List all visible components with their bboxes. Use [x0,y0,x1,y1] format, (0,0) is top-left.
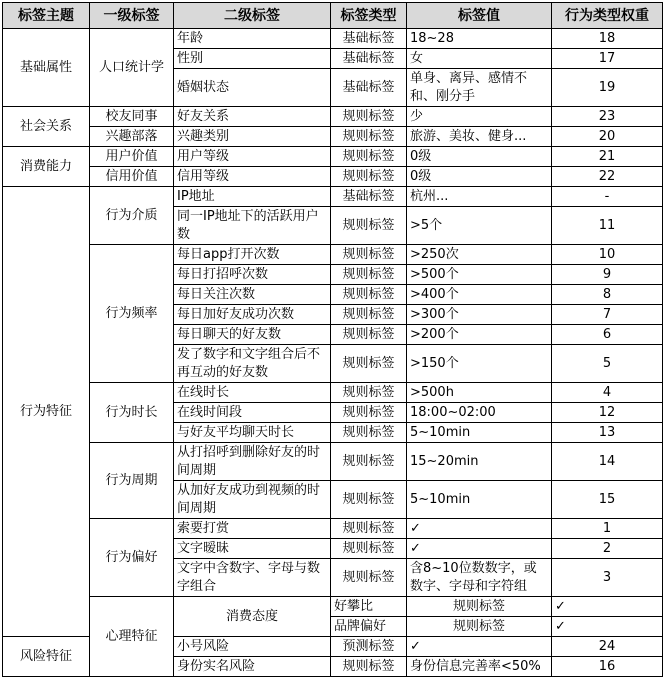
type-cell: 规则标签 [331,539,407,559]
level2-cell: 每日打招呼次数 [174,265,331,285]
level1-risk: 风险特征 [3,637,90,677]
type-cell: 规则标签 [331,325,407,345]
level2-cell: 好攀比 [331,597,407,617]
type-cell: 规则标签 [331,265,407,285]
value-cell: ✓ [407,637,552,657]
level2-cell: 在线时长 [174,383,331,403]
table-row [3,29,663,49]
type-cell: 规则标签 [331,559,407,597]
type-cell: 规则标签 [331,285,407,305]
value-cell: ✓ [552,597,663,617]
level2-cell: 发了数字和文字组合后不再互动的好友数 [174,345,331,383]
weight-cell: 4 [552,383,663,403]
group-psych: 心理特征 [90,597,174,677]
level2-cell: 婚姻状态 [174,69,331,107]
value-cell: 0级 [407,147,552,167]
header-type: 标签类型 [331,3,407,29]
weight-cell: 6 [552,325,663,345]
value-cell: >200个 [407,325,552,345]
value-cell: >500个 [407,265,552,285]
table-row [3,147,663,167]
value-cell: 0级 [407,167,552,187]
value-cell: 单身、离异、感情不和、刚分手 [407,69,552,107]
value-cell: ✓ [407,539,552,559]
value-cell: 身份信息完善率<50% [407,657,552,677]
table-row [3,127,663,147]
level2-cell: 从加好友成功到视频的时间周期 [174,481,331,519]
level1-duration: 行为时长 [90,383,174,443]
type-cell: 规则标签 [331,519,407,539]
value-cell: >300个 [407,305,552,325]
level1-user-value: 用户价值 [90,147,174,167]
level2-cell: 品牌偏好 [331,617,407,637]
type-cell: 基础标签 [331,187,407,207]
group-basic: 基础属性 [3,29,90,107]
value-cell: ✓ [552,617,663,637]
level2-cell: 用户等级 [174,147,331,167]
level1-cycle: 行为周期 [90,443,174,519]
weight-cell: 24 [552,637,663,657]
table-row [3,187,663,207]
table-row [3,383,663,403]
type-cell: 规则标签 [407,597,552,617]
weight-cell: 22 [552,167,663,187]
level1-demographics: 人口统计学 [90,29,174,107]
level2-cell: 与好友平均聊天时长 [174,423,331,443]
type-cell: 基础标签 [331,69,407,107]
value-cell: 旅游、美妆、健身... [407,127,552,147]
level2-cell: 同一IP地址下的活跃用户数 [174,207,331,245]
weight-cell: 10 [552,245,663,265]
header-weight: 行为类型权重 [552,3,663,29]
table-row [3,107,663,127]
header-level1: 一级标签 [90,3,174,29]
type-cell: 规则标签 [331,443,407,481]
weight-cell: 16 [552,657,663,677]
value-cell: >150个 [407,345,552,383]
level1-frequency: 行为频率 [90,245,174,383]
value-cell: 含8~10位数数字，或数字、字母和字符组 [407,559,552,597]
weight-cell: 13 [552,423,663,443]
group-consume: 消费能力 [3,147,90,187]
level2-cell: IP地址 [174,187,331,207]
header-value: 标签值 [407,3,552,29]
type-cell: 规则标签 [331,127,407,147]
value-cell: >250次 [407,245,552,265]
level1-medium: 行为介质 [90,187,174,245]
level2-cell: 在线时间段 [174,403,331,423]
level2-cell: 每日加好友成功次数 [174,305,331,325]
weight-cell: 19 [552,69,663,107]
weight-cell: 23 [552,107,663,127]
table-header-row [3,3,663,29]
level1-classmates: 校友同事 [90,107,174,127]
type-cell: 基础标签 [331,49,407,69]
header-level2: 二级标签 [174,3,331,29]
group-social: 社会关系 [3,107,90,147]
tag-system-table [2,2,663,677]
table-row [3,597,663,617]
level2-cell: 文字中含数字、字母与数字组合 [174,559,331,597]
level2-cell: 身份实名风险 [174,657,331,677]
value-cell: 5~10min [407,423,552,443]
value-cell: 15~20min [407,443,552,481]
weight-cell: 12 [552,403,663,423]
table-row [3,519,663,539]
level1-credit-value: 信用价值 [90,167,174,187]
value-cell: 18:00~02:00 [407,403,552,423]
type-cell: 规则标签 [331,107,407,127]
weight-cell: 11 [552,207,663,245]
value-cell: >5个 [407,207,552,245]
level2-cell: 年龄 [174,29,331,49]
weight-cell: 18 [552,29,663,49]
type-cell: 规则标签 [331,481,407,519]
weight-cell: 8 [552,285,663,305]
weight-cell: 1 [552,519,663,539]
level2-cell: 每日关注次数 [174,285,331,305]
value-cell: 18~28 [407,29,552,49]
type-cell: 规则标签 [331,403,407,423]
weight-cell: 15 [552,481,663,519]
weight-cell: - [552,187,663,207]
type-cell: 规则标签 [331,657,407,677]
type-cell: 规则标签 [331,167,407,187]
weight-cell: 3 [552,559,663,597]
value-cell: ✓ [407,519,552,539]
type-cell: 规则标签 [331,383,407,403]
group-behavior: 行为特征 [3,187,90,637]
header-theme: 标签主题 [3,3,90,29]
type-cell: 规则标签 [331,345,407,383]
weight-cell: 2 [552,539,663,559]
level2-cell: 每日聊天的好友数 [174,325,331,345]
weight-cell: 21 [552,147,663,167]
type-cell: 规则标签 [331,423,407,443]
level2-cell: 好友关系 [174,107,331,127]
weight-cell: 7 [552,305,663,325]
type-cell: 预测标签 [331,637,407,657]
table-row [3,167,663,187]
level2-cell: 小号风险 [174,637,331,657]
level1-interest-tribe: 兴趣部落 [90,127,174,147]
value-cell: >500h [407,383,552,403]
type-cell: 规则标签 [331,245,407,265]
value-cell: 少 [407,107,552,127]
type-cell: 规则标签 [331,207,407,245]
table-row [3,443,663,481]
level1-preference: 行为偏好 [90,519,174,597]
level2-cell: 每日app打开次数 [174,245,331,265]
weight-cell: 20 [552,127,663,147]
type-cell: 基础标签 [331,29,407,49]
value-cell: 5~10min [407,481,552,519]
type-cell: 规则标签 [331,305,407,325]
level2-cell: 兴趣类别 [174,127,331,147]
weight-cell: 9 [552,265,663,285]
weight-cell: 5 [552,345,663,383]
value-cell: 杭州... [407,187,552,207]
level2-cell: 文字暧昧 [174,539,331,559]
table-row [3,245,663,265]
value-cell: 女 [407,49,552,69]
level2-cell: 信用等级 [174,167,331,187]
type-cell: 规则标签 [407,617,552,637]
level1-attitude: 消费态度 [174,597,331,637]
level2-cell: 性别 [174,49,331,69]
value-cell: >400个 [407,285,552,305]
type-cell: 规则标签 [331,147,407,167]
weight-cell: 14 [552,443,663,481]
level2-cell: 从打招呼到删除好友的时间周期 [174,443,331,481]
level2-cell: 索要打赏 [174,519,331,539]
weight-cell: 17 [552,49,663,69]
